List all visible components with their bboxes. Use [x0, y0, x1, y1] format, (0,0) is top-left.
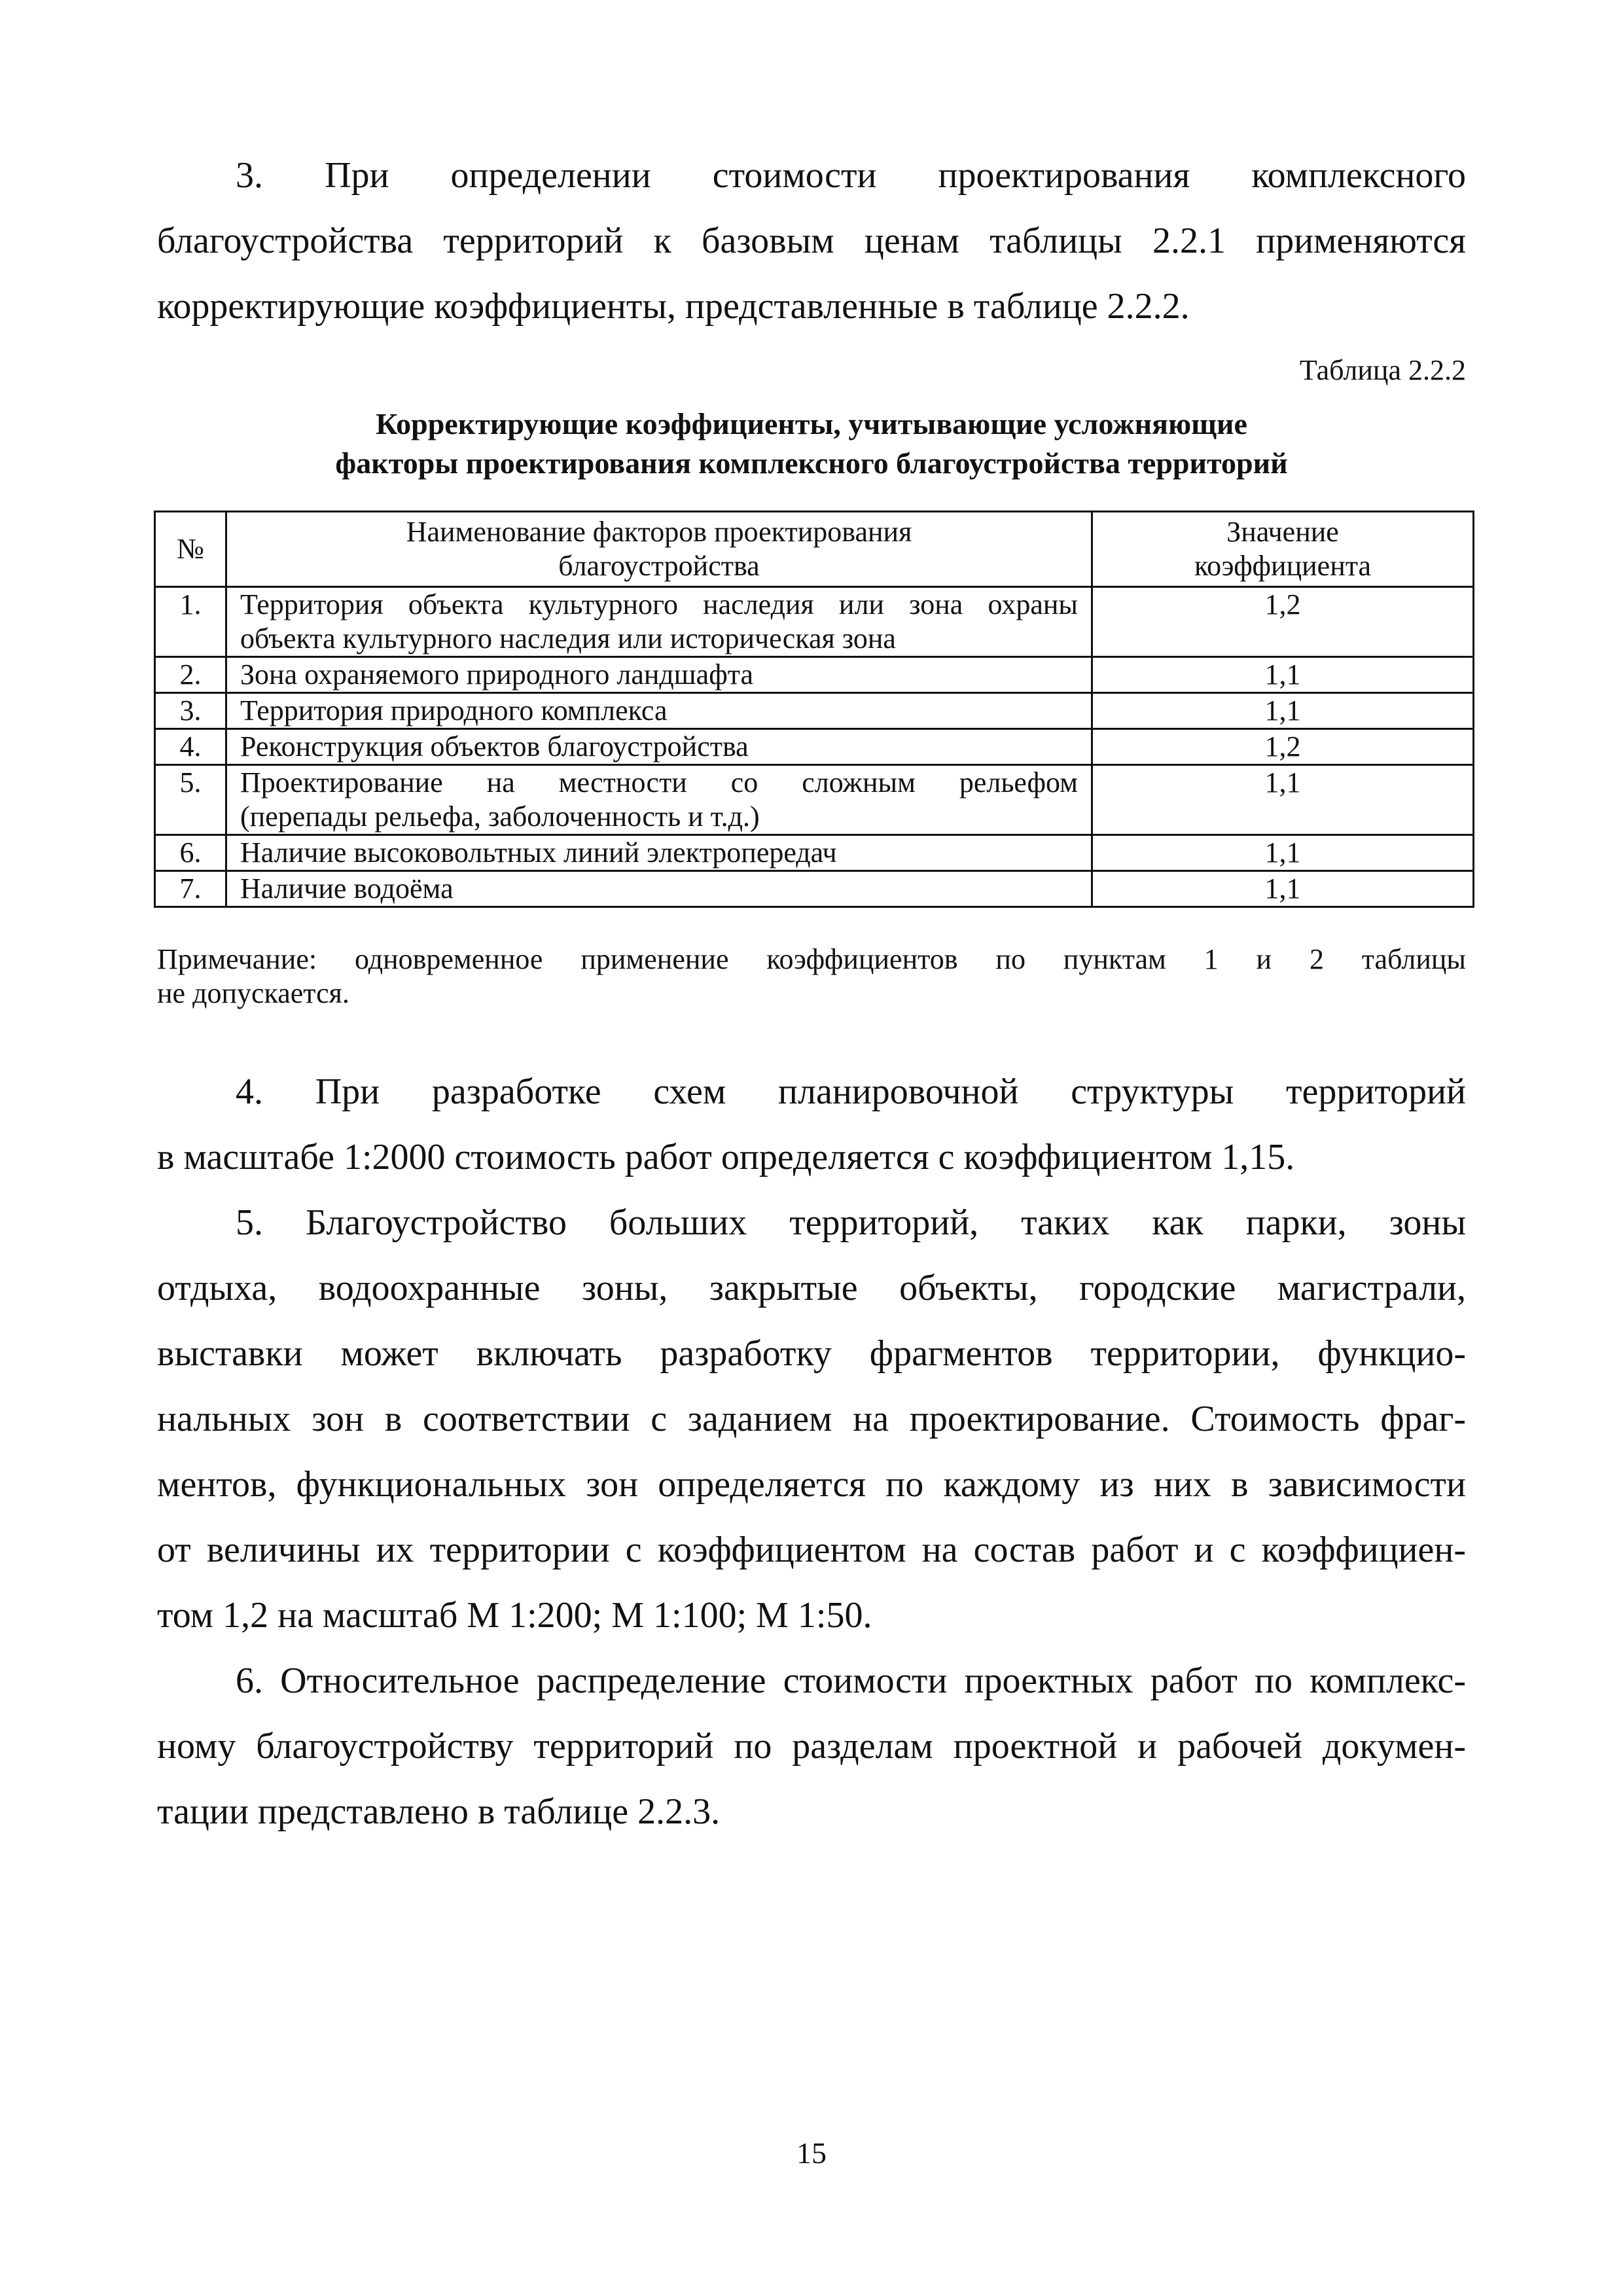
- table-title-line: Корректирующие коэффициенты, учитывающие усложняющие: [376, 407, 1247, 440]
- row-coefficient-value: 1,2: [1092, 587, 1474, 657]
- paragraph-3-line: 3. При определении стоимости проектирования комплексного: [236, 155, 1466, 196]
- paragraph-3: [157, 143, 1466, 339]
- row-factor-name: [226, 657, 1092, 693]
- row-factor-name: [226, 587, 1092, 657]
- row-factor-name-line: Зона охраняемого природного ландшафта: [240, 658, 754, 691]
- row-number: 6.: [155, 835, 226, 871]
- paragraph-5-line: отдыха, водоохранные зоны, закрытые объекты, городские магистрали,: [157, 1268, 1466, 1308]
- row-number: 7.: [155, 871, 226, 907]
- paragraph-6-line: 6. Относительное распределение стоимости проектных работ по комплекс-: [236, 1660, 1466, 1701]
- row-factor-name: [226, 835, 1092, 871]
- table-row: [155, 657, 1474, 693]
- table-row: [155, 693, 1474, 729]
- paragraph-3-line: корректирующие коэффициенты, представленные в таблице 2.2.2.: [157, 286, 1190, 327]
- table-row: [155, 871, 1474, 907]
- table-header-row: [155, 512, 1474, 587]
- row-number: 1.: [155, 587, 226, 657]
- row-coefficient-value: 1,1: [1092, 693, 1474, 729]
- table-title-line: факторы проектирования комплексного благоустройства территорий: [335, 446, 1288, 480]
- paragraph-5-line: ментов, функциональных зон определяется по каждому из них в зависимости: [157, 1464, 1466, 1505]
- row-number: 4.: [155, 729, 226, 765]
- row-coefficient-value: 1,1: [1092, 765, 1474, 835]
- row-factor-name-line: Территория объекта культурного наследия или зона охраны: [240, 588, 1078, 620]
- row-coefficient-value: 1,2: [1092, 729, 1474, 765]
- row-number: 3.: [155, 693, 226, 729]
- paragraph-5-line: 5. Благоустройство больших территорий, таких как парки, зоны: [236, 1202, 1466, 1243]
- header-factor-name: [226, 512, 1092, 587]
- row-coefficient-value: 1,1: [1092, 871, 1474, 907]
- row-factor-name: [226, 729, 1092, 765]
- table-label: Таблица 2.2.2: [1299, 354, 1466, 386]
- header-number: №: [155, 512, 226, 587]
- row-coefficient-value: 1,1: [1092, 657, 1474, 693]
- paragraph-6-line: тации представлено в таблице 2.2.3.: [157, 1791, 721, 1832]
- paragraph-3-line: благоустройства территорий к базовым ценам таблицы 2.2.1 применяются: [157, 221, 1466, 261]
- table-note-line: Примечание: одновременное применение коэффициентов по пунктам 1 и 2 таблицы: [157, 943, 1466, 975]
- table-note: [157, 942, 1466, 1011]
- paragraph-6-line: ному благоустройству территорий по разделам проектной и рабочей докумен-: [157, 1726, 1466, 1767]
- header-coefficient-value-line: Значение: [1226, 516, 1339, 548]
- paragraph-5-line: том 1,2 на масштаб М 1:200; М 1:100; М 1:50.: [157, 1595, 872, 1636]
- row-factor-name-line: (перепады рельефа, заболоченность и т.д.): [240, 800, 760, 833]
- row-number: 2.: [155, 657, 226, 693]
- row-factor-name-line: Наличие водоёма: [240, 872, 454, 905]
- table-row: [155, 765, 1474, 835]
- row-factor-name-line: Наличие высоковольтных линий электропередач: [240, 836, 837, 869]
- row-factor-name: [226, 765, 1092, 835]
- row-number: 5.: [155, 765, 226, 835]
- row-factor-name: [226, 871, 1092, 907]
- page-number: 15: [796, 2136, 827, 2170]
- row-factor-name: [226, 693, 1092, 729]
- paragraph-4-line: 4. При разработке схем планировочной структуры территорий: [236, 1071, 1466, 1112]
- paragraph-4: [157, 1059, 1466, 1190]
- header-coefficient-value: [1092, 512, 1474, 587]
- paragraph-6: [157, 1648, 1466, 1844]
- table-note-line: не допускается.: [157, 977, 349, 1009]
- paragraph-5-line: нальных зон в соответствии с заданием на проектирование. Стоимость фраг-: [157, 1399, 1466, 1439]
- header-coefficient-value-line: коэффициента: [1194, 550, 1372, 582]
- table-row: [155, 587, 1474, 657]
- paragraph-5-line: выставки может включать разработку фрагментов территории, функцио-: [157, 1333, 1466, 1374]
- row-factor-name-line: Проектирование на местности со сложным рельефом: [240, 766, 1078, 798]
- header-factor-name-line: Наименование факторов проектирования: [406, 516, 912, 548]
- paragraph-5: [157, 1190, 1466, 1648]
- table-row: [155, 835, 1474, 871]
- table-title: [157, 404, 1466, 483]
- row-factor-name-line: Территория природного комплекса: [240, 694, 668, 726]
- header-factor-name-line: благоустройства: [558, 550, 760, 582]
- paragraph-5-line: от величины их территории с коэффициентом на состав работ и с коэффициен-: [157, 1530, 1466, 1570]
- row-coefficient-value: 1,1: [1092, 835, 1474, 871]
- row-factor-name-line: объекта культурного наследия или историческая зона: [240, 622, 896, 655]
- paragraph-4-line: в масштабе 1:2000 стоимость работ определяется с коэффициентом 1,15.: [157, 1137, 1295, 1177]
- table-row: [155, 729, 1474, 765]
- coefficients-table: [154, 511, 1474, 908]
- row-factor-name-line: Реконструкция объектов благоустройства: [240, 730, 749, 762]
